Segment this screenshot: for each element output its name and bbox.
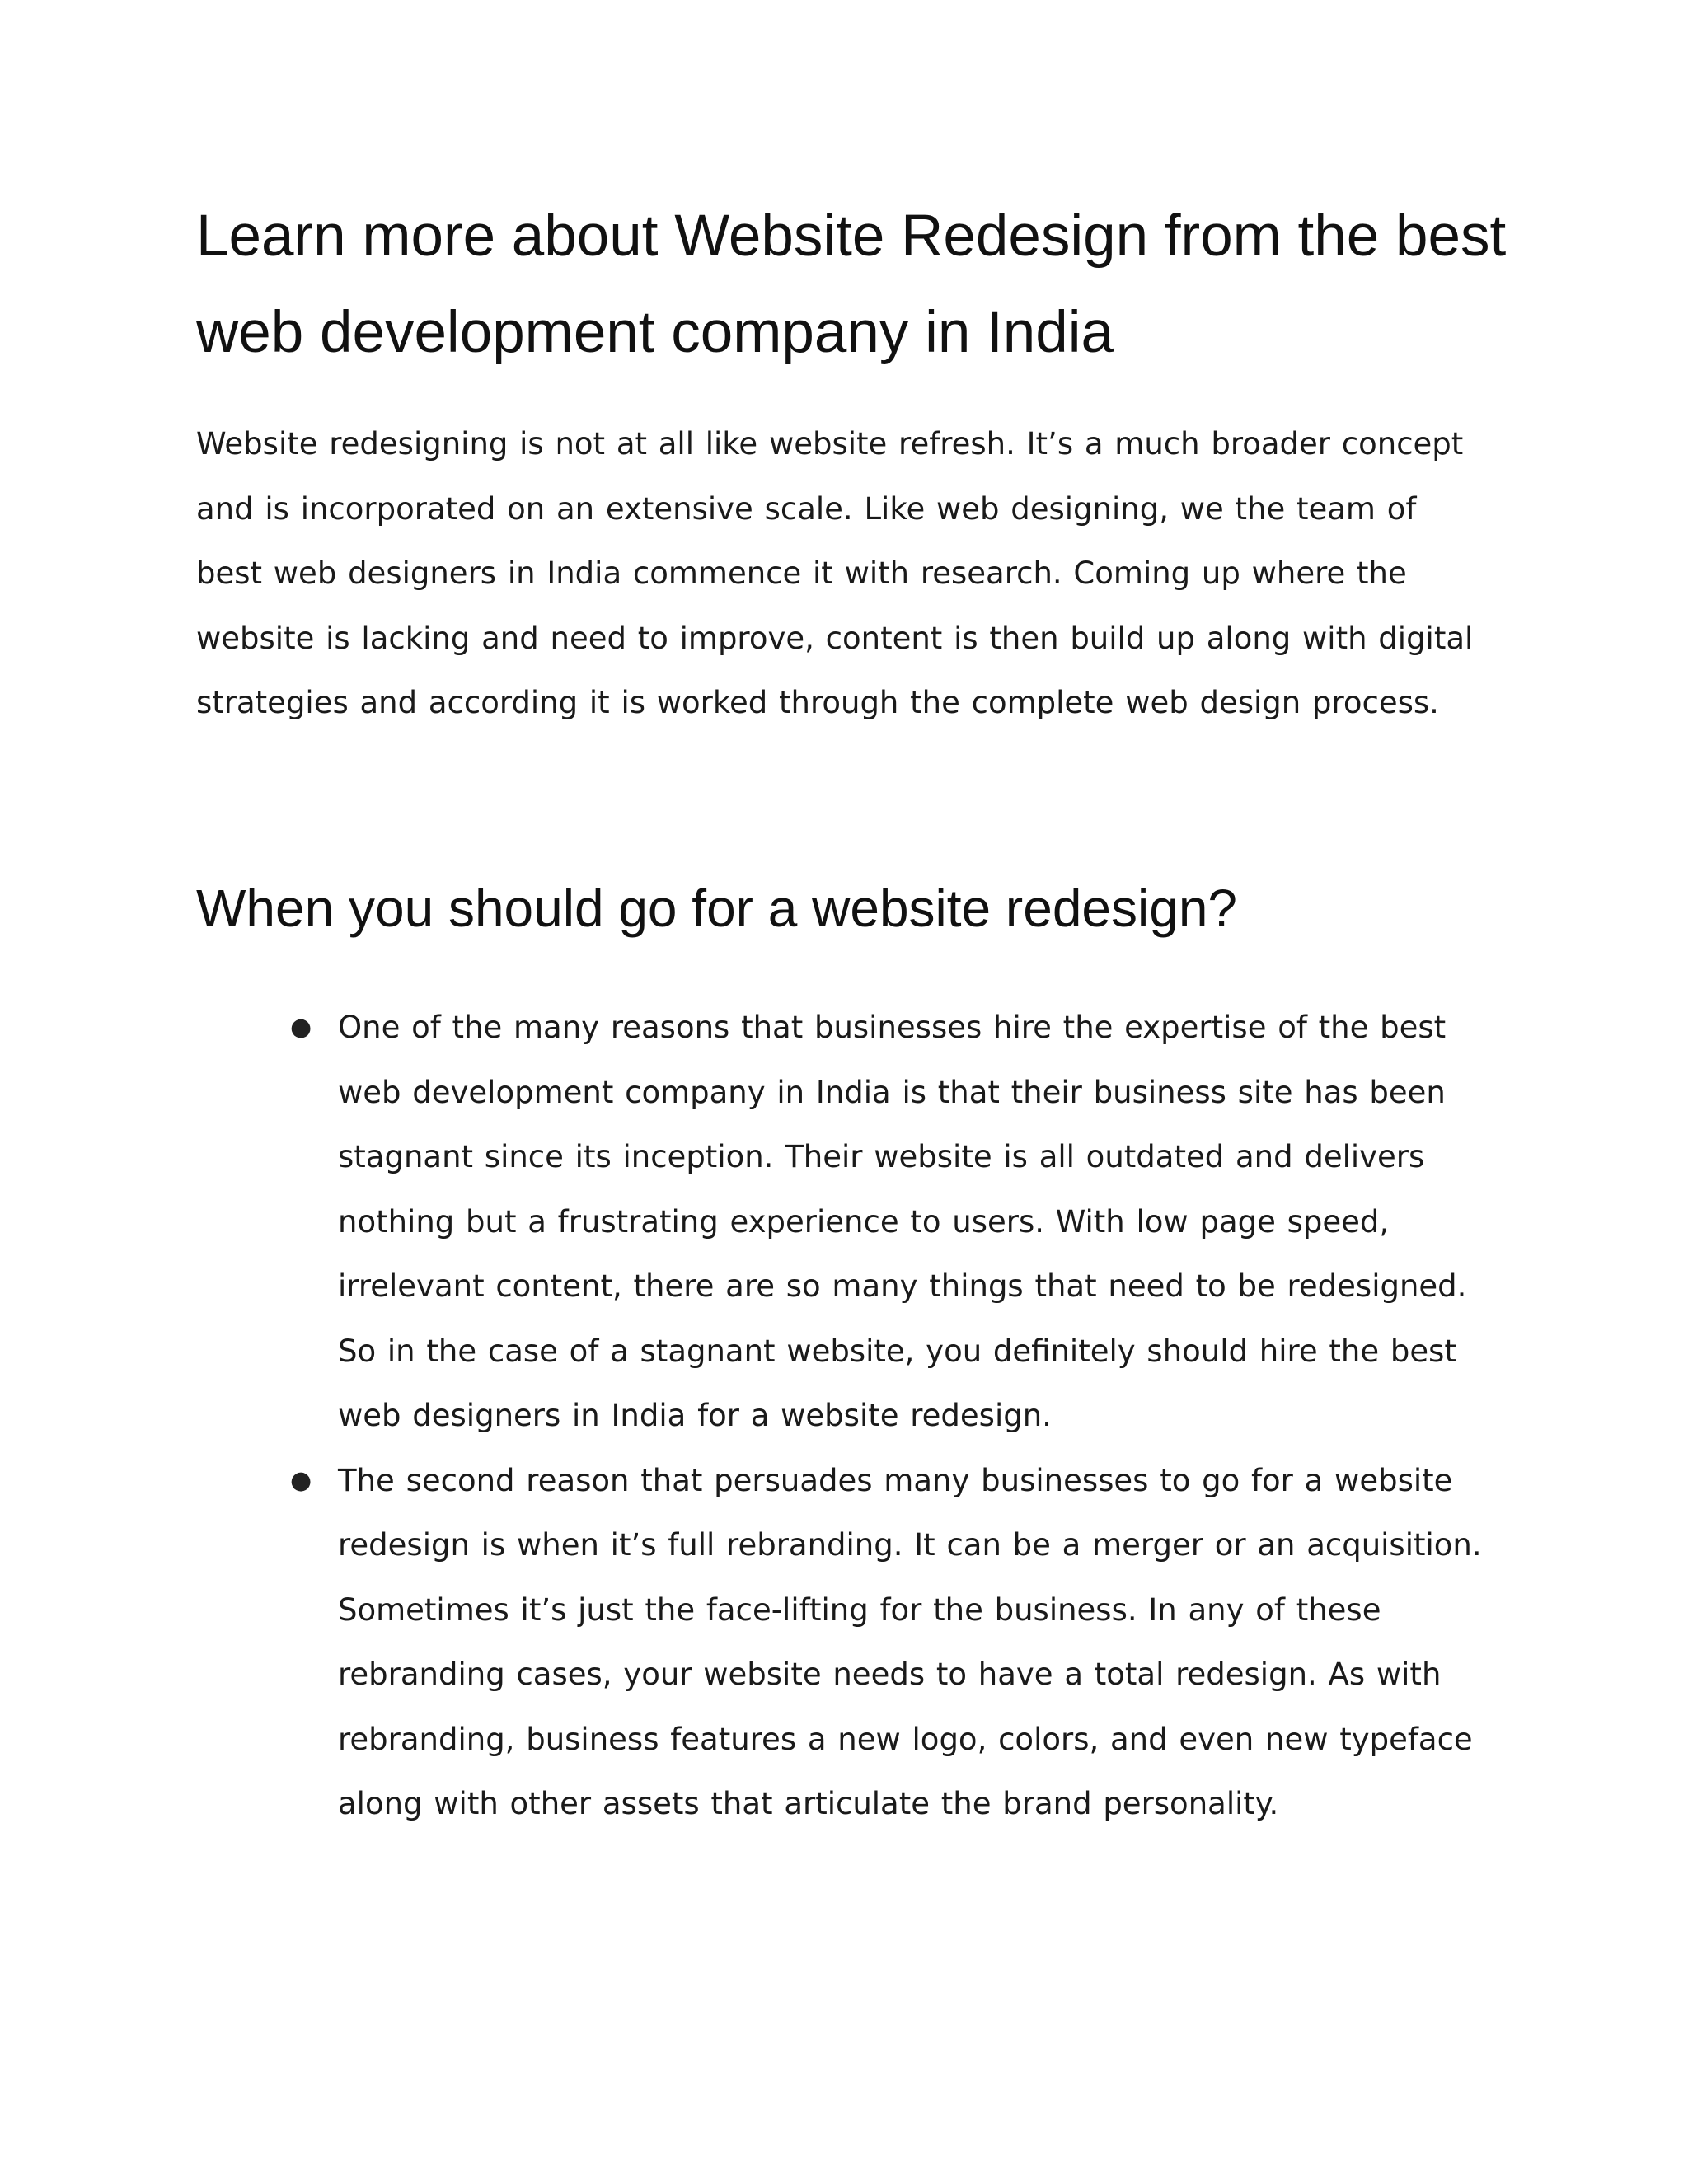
list-item-text: One of the many reasons that businesses hire the expertise of the best web development company in India is that their business site has been stagnant since its inception. Their website is all outdated and delivers nothing but a frustrating experience to users. With low page speed, irrelevant content, there are so many things that need to be redesigned. So in the case of a stagnant website, you definitely should hire the best web designers in India for a website redesign. xyxy=(338,1010,1467,1433)
list-item xyxy=(0,1449,1688,1837)
bullet-icon: ● xyxy=(290,1465,312,1495)
page-title: Learn more about Website Redesign from the best web development company in India xyxy=(196,204,1507,365)
reasons-list xyxy=(0,996,1688,1837)
bullet-icon: ● xyxy=(290,1013,312,1042)
list-item-text: The second reason that persuades many businesses to go for a website redesign is when it’s full rebranding. It can be a merger or an acquisition. Sometimes it’s just the face-lifting for the business. In any of these rebranding cases, your website needs to have a total redesign. As with rebranding, business features a new logo, colors, and even new typeface along with other assets that articulate the brand personality. xyxy=(338,1462,1482,1821)
section-heading: When you should go for a website redesign? xyxy=(196,879,1237,938)
list-item xyxy=(0,996,1688,1449)
intro-paragraph: Website redesigning is not at all like website refresh. It’s a much broader concept and is incorporated on an extensive scale. Like web designing, we the team of best web designers in India commence it with research. Coming up where the website is lacking and need to improve, content is then build up along with digital strategies and according it is worked through the complete web design process. xyxy=(196,426,1474,720)
